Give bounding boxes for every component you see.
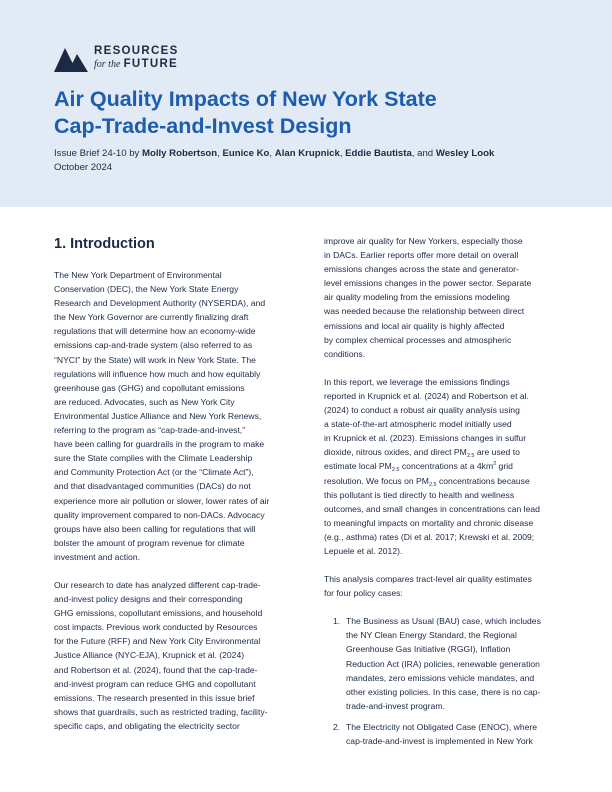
header-band — [0, 0, 612, 207]
text-line: level emissions changes in the power sector. Separate — [324, 278, 532, 289]
text-line: (e.g., asthma) rates (Di et al. 2017; Krewski et al. 2009; — [324, 531, 535, 542]
author-name: Alan Krupnick — [274, 148, 340, 159]
text-line: Conservation (DEC), the New York State Energy — [54, 284, 239, 295]
subscript: 2.5 — [428, 481, 437, 488]
text-line: other existing policies. In this case, there is no cap- — [346, 686, 541, 697]
text-line: in Krupnick et al. (2023). Emissions changes in sulfur — [324, 433, 527, 444]
text-line: and that disadvantaged communities (DACs) do not — [54, 481, 251, 492]
text-line: and Community Protection Act (or the “Climate Act”), — [54, 467, 254, 478]
text-line: shows that guardrails, such as restricted trading, facility- — [54, 706, 268, 717]
text-segment: concentrations because — [436, 475, 530, 486]
text-line: Research and Development Authority (NYSERDA), and — [54, 298, 266, 309]
text-line: Reduction Act (IRA) policies, renewable generation — [346, 658, 540, 669]
text-line: for four policy cases: — [324, 588, 403, 599]
text-segment: grid — [496, 461, 513, 472]
text-line: The Electricity not Obligated Case (ENOC), where — [346, 721, 538, 732]
author-name: Eddie Bautista — [345, 148, 412, 159]
mountain-logo-icon — [54, 46, 88, 72]
text-line: improve air quality for New Yorkers, especially those — [324, 236, 523, 246]
list-item — [324, 720, 564, 748]
paragraph — [324, 375, 564, 558]
left-column — [54, 235, 294, 747]
text-line: Our research to date has analyzed different cap-trade- — [54, 579, 261, 590]
text-line: Greenhouse Gas Initiative (RGGI), Inflation — [346, 644, 511, 655]
text-line: and-invest policy designs and their corresponding — [54, 594, 243, 605]
text-line: air quality modeling from the emissions modeling — [324, 292, 510, 303]
text-line: trade-and-invest program. — [346, 700, 445, 711]
issue-label: Issue Brief 24-10 by — [54, 148, 142, 159]
text-line: groups have also been calling for regulations that will — [54, 523, 256, 534]
logo-line-1: RESOURCES — [94, 45, 179, 57]
paragraph — [324, 572, 564, 600]
text-line: experience more air pollution or slower, lower rates of air — [54, 495, 270, 506]
text-line: to meaningful impacts on mortality and chronic disease — [324, 517, 534, 528]
text-segment: resolution. We focus on PM — [324, 475, 429, 486]
text-line: bolster the amount of program revenue for climate — [54, 537, 245, 548]
text-line: the NY Clean Energy Standard, the Regional — [346, 630, 517, 641]
text-line: “NYCI” by the State) will work in New York State. The — [54, 354, 256, 365]
section-heading: 1. Introduction — [54, 236, 155, 252]
text-line: sure the State complies with the Climate Leadership — [54, 453, 253, 464]
text-line: a state-of-the-art atmospheric model initially used — [324, 419, 512, 430]
paragraph — [54, 578, 294, 733]
text-line: emissions. The research presented in this issue brief — [54, 692, 255, 703]
text-line — [324, 445, 564, 459]
title-line: Air Quality Impacts of New York State — [54, 87, 437, 111]
logo-future: FUTURE — [123, 58, 179, 70]
logo-for-the: for the — [94, 59, 121, 70]
text-line: the New York Governor are currently finalizing draft — [54, 312, 249, 323]
author-connector: , and — [411, 148, 436, 159]
text-line: quality improvement compared to non-DACs. Advocacy — [54, 509, 265, 520]
text-line: The New York Department of Environmental — [54, 270, 222, 280]
text-line: emissions and local air quality is highly affected — [324, 320, 505, 331]
page-title — [54, 86, 574, 140]
byline — [54, 147, 574, 174]
logo-line-2 — [94, 58, 254, 71]
text-line: cap-trade-and-invest is implemented in New York — [346, 736, 533, 746]
text-line: conditions. — [324, 348, 366, 359]
text-line: greenhouse gas (GHG) and copollutant emissions — [54, 382, 245, 393]
byline-authors: Issue Brief 24-10 by Molly Robertson, Eunice Ko, Alan Krupnick, Eddie Bautista, and Wesley Look — [54, 148, 495, 159]
text-line: have been calling for guardrails in the program to make — [54, 439, 265, 450]
author-name: Molly Robertson — [142, 148, 218, 159]
logo-wordmark — [94, 45, 254, 71]
subscript: 2.5 — [391, 467, 400, 474]
author-name: Eunice Ko — [222, 148, 270, 159]
text-line: Environmental Justice Alliance and New York Renews, — [54, 410, 262, 421]
text-line: Lepuele et al. 2012). — [324, 545, 403, 556]
text-segment: dioxide, nitrous oxides, and direct PM — [324, 447, 467, 458]
text-line: this pollutant is tied directly to health and wellness — [324, 489, 515, 500]
text-line — [324, 459, 564, 473]
text-segment: estimate local PM — [324, 461, 392, 472]
text-line: by complex chemical processes and atmospheric — [324, 334, 512, 345]
right-column — [324, 234, 564, 755]
paragraph — [324, 234, 564, 361]
text-line: was needed because the relationship between direct — [324, 306, 525, 317]
text-line: and-invest program can reduce GHG and copollutant — [54, 678, 256, 689]
text-line: for the Future (RFF) and New York City Environmental — [54, 636, 261, 647]
text-line: The Business as Usual (BAU) case, which includes — [346, 616, 541, 627]
title-line: Cap-Trade-and-Invest Design — [54, 114, 352, 138]
text-segment: are used to — [474, 447, 520, 458]
author-name: Wesley Look — [435, 148, 495, 159]
text-line: investment and action. — [54, 551, 140, 562]
text-line: and Robertson et al. (2024), found that the cap-trade- — [54, 664, 258, 675]
text-line: In this report, we leverage the emissions findings — [324, 376, 510, 387]
list-number: 2. — [333, 721, 341, 732]
text-line: in DACs. Earlier reports offer more detail on overall — [324, 250, 519, 261]
text-line: cost impacts. Previous work conducted by Resources — [54, 622, 258, 633]
text-line: specific caps, and obligating the electricity sector — [54, 720, 240, 731]
text-line: outcomes, and small changes in concentrations can lead — [324, 503, 540, 514]
text-segment: concentrations at a 4km — [399, 461, 494, 472]
text-line: regulations will influence how much and how equitably — [54, 368, 261, 379]
text-line: emissions cap-and-trade system (also referred to as — [54, 340, 253, 351]
text-line: emissions changes across the state and generator- — [324, 264, 519, 275]
text-line: GHG emissions, copollutant emissions, and household — [54, 608, 263, 619]
list-item — [324, 614, 564, 713]
text-line: regulations that will determine how an economy-wide — [54, 326, 256, 337]
text-line — [324, 474, 564, 488]
subscript: 2.5 — [466, 453, 475, 460]
text-line: Justice Alliance (NYC-EJA), Krupnick et al. (2024) — [54, 650, 245, 661]
text-line: mandates, zero emissions vehicle mandates, and — [346, 672, 535, 683]
text-line: referring to the program as “cap-trade-and-invest,” — [54, 425, 246, 436]
text-line: (2024) to conduct a robust air quality analysis using — [324, 405, 520, 416]
text-line: This analysis compares tract-level air quality estimates — [324, 574, 532, 585]
superscript: 2 — [493, 461, 497, 468]
list-number: 1. — [333, 616, 341, 627]
text-line: are reduced. Advocates, such as New York City — [54, 396, 235, 407]
text-line: reported in Krupnick et al. (2024) and Robertson et al. — [324, 390, 529, 401]
publication-date: October 2024 — [54, 161, 113, 173]
policy-case-list — [324, 614, 564, 748]
paragraph — [54, 268, 294, 564]
